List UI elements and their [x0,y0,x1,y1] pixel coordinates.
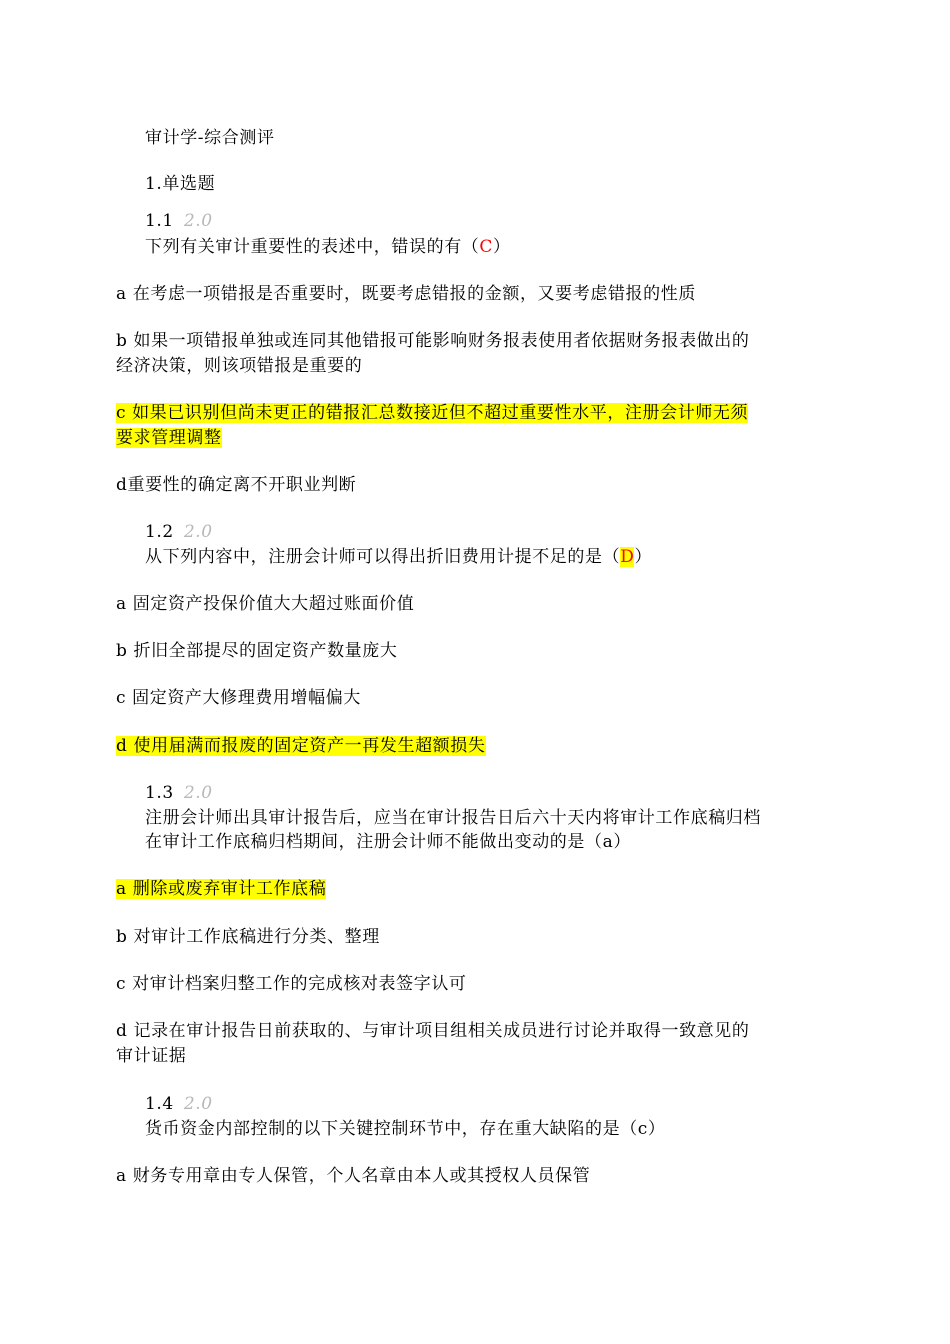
section-heading: 1.单选题 [145,174,216,194]
question-number [145,209,213,233]
stem-text-close: ） [493,237,511,257]
question-score: 2.0 [183,1094,213,1114]
question-number [145,1092,213,1116]
option-c: c 对审计档案归整工作的完成核对表签字认可 [116,974,467,994]
question-num-label: 1.4 [145,1094,174,1114]
stem-text: 从下列内容中，注册会计师可以得出折旧费用计提不足的是（ [145,547,621,567]
option-c-correct [116,401,748,425]
stem-text-close: ） [634,547,653,567]
highlighted-answer: 要求管理调整 [116,428,222,448]
option-a: a 固定资产投保价值大大超过账面价值 [116,594,415,614]
option-d: d 记录在审计报告日前获取的、与审计项目组相关成员进行讨论并取得一致意见的 [116,1021,750,1041]
question-stem [145,545,652,569]
option-d-continued: 审计证据 [116,1046,187,1066]
option-c: c 固定资产大修理费用增幅偏大 [116,688,361,708]
question-score: 2.0 [183,211,213,231]
question-stem: 注册会计师出具审计报告后，应当在审计报告日后六十天内将审计工作底稿归档 [145,808,761,828]
question-stem [145,235,511,259]
option-d: d重要性的确定离不开职业判断 [116,475,357,495]
option-a: a 财务专用章由专人保管，个人名章由本人或其授权人员保管 [116,1166,591,1186]
question-number [145,781,213,805]
question-score: 2.0 [183,783,213,803]
question-stem-continued: 在审计工作底稿归档期间，注册会计师不能做出变动的是（a） [145,832,631,852]
option-b: b 折旧全部提尽的固定资产数量庞大 [116,641,398,661]
stem-text: 下列有关审计重要性的表述中，错误的有（ [145,237,480,257]
option-c-correct-continued [116,426,222,450]
option-b: b 对审计工作底稿进行分类、整理 [116,927,380,947]
question-number [145,520,213,544]
document-title: 审计学-综合测评 [145,128,275,148]
option-a-correct [116,877,326,901]
question-score: 2.0 [183,522,213,542]
option-b: b 如果一项错报单独或连同其他错报可能影响财务报表使用者依据财务报表做出的 [116,331,750,351]
answer-letter: D [620,547,635,567]
question-num-label: 1.2 [145,522,174,542]
option-d-correct [116,734,486,758]
answer-letter: C [479,237,494,257]
highlighted-answer: c 如果已识别但尚未更正的错报汇总数接近但不超过重要性水平，注册会计师无须 [116,403,749,423]
option-a: a 在考虑一项错报是否重要时，既要考虑错报的金额，又要考虑错报的性质 [116,284,696,304]
highlighted-answer: d 使用届满而报废的固定资产一再发生超额损失 [116,736,486,756]
question-num-label: 1.1 [145,211,174,231]
option-b-continued: 经济决策，则该项错报是重要的 [116,356,363,376]
highlighted-answer: a 删除或废弃审计工作底稿 [116,879,327,899]
question-num-label: 1.3 [145,783,174,803]
question-stem: 货币资金内部控制的以下关键控制环节中，存在重大缺陷的是（c） [145,1119,666,1139]
